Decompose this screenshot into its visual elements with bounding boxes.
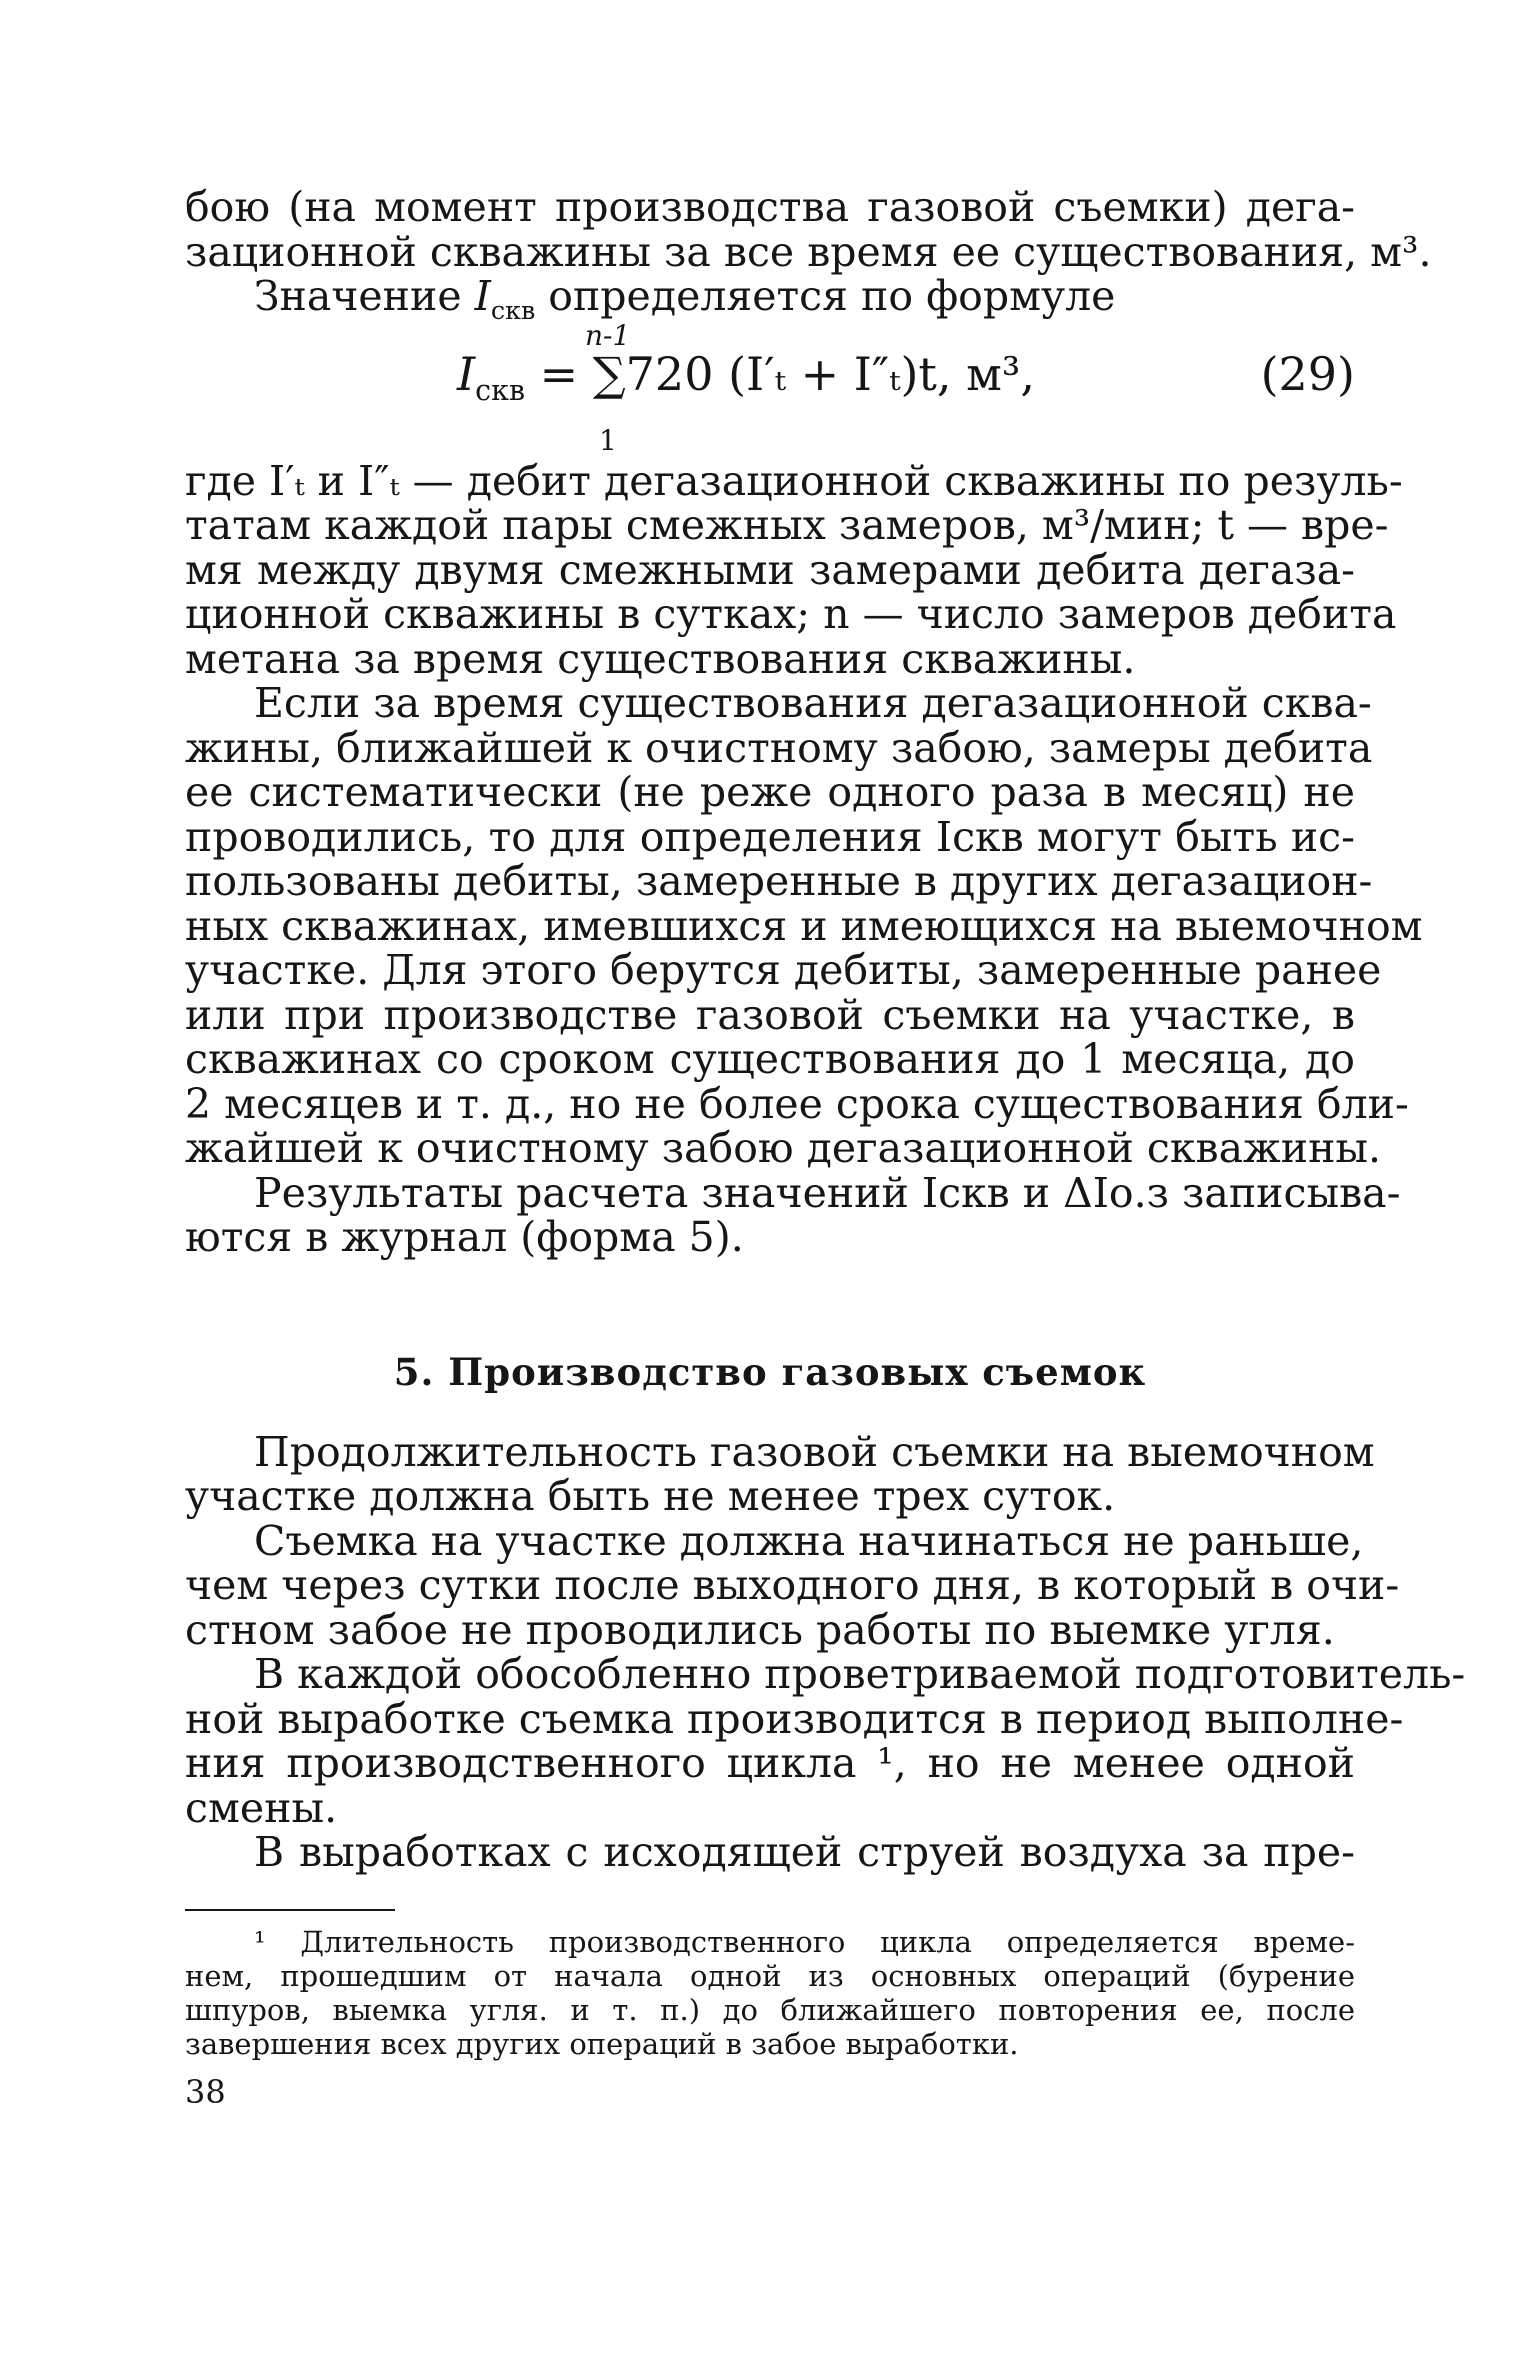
- text-line: чем через сутки после выходного дня, в который в очи-: [185, 1561, 1400, 1609]
- footnote-line: завершения всех других операций в забое выработки.: [185, 2026, 1019, 2061]
- text-line: пользованы дебиты, замеренные в других дегазацион-: [185, 857, 1373, 905]
- paragraph-definitions: [185, 456, 1403, 683]
- text-line: ных скважинах, имевшихся и имеющихся на выемочном: [185, 901, 1423, 950]
- text-line: Если за время существования дегазационной сква-: [254, 679, 1372, 727]
- text-line: или при производстве газовой съемки на участке, в: [185, 990, 1355, 1039]
- text-line: где I′ₜ и I″ₜ — дебит дегазационной скважины по резуль-: [185, 456, 1403, 505]
- paragraph-continuation: [185, 183, 1432, 276]
- sum-lower-limit: 1: [599, 423, 617, 457]
- footnote-line: шпуров, выемка угля. и т. п.) до ближайшего повторения ее, после: [185, 1992, 1355, 2027]
- text-line: В каждой обособленно проветриваемой подготовитель-: [254, 1650, 1466, 1698]
- paragraph-ventilated: [185, 1650, 1466, 1832]
- text-line: татам каждой пары смежных замеров, м³/мин; t — вре-: [185, 501, 1389, 549]
- text-line: смены.: [185, 1783, 338, 1832]
- text-line: мя между двумя смежными замерами дебита дегаза-: [185, 545, 1355, 594]
- text-line: стном забое не проводились работы по выемке угля.: [185, 1605, 1335, 1654]
- text-line: В выработках с исходящей струей воздуха за пре-: [254, 1828, 1355, 1876]
- footnote-line: ¹ Длительность производственного цикла определяется време-: [254, 1924, 1355, 1959]
- text-line: зационной скважины за все время ее существования, м³.: [185, 227, 1432, 276]
- text-line: ее систематически (не реже одного раза в месяц) не: [185, 768, 1355, 816]
- page: [185, 183, 1466, 2111]
- text-line: ния производственного цикла ¹, но не менее одной: [185, 1739, 1355, 1787]
- text-line: жайшей к очистному забою дегазационной скважины.: [185, 1124, 1382, 1172]
- footnote-divider: [185, 1909, 395, 1911]
- text-line: метана за время существования скважины.: [185, 634, 1136, 683]
- text-line: 2 месяцев и т. д., но не более срока существования бли-: [185, 1079, 1409, 1128]
- equation-number: (29): [1260, 346, 1355, 401]
- paragraph-results: [185, 1168, 1401, 1261]
- section-heading: 5. Производство газовых съемок: [393, 1349, 1147, 1394]
- text-line: проводились, то для определения Iскв могут быть ис-: [185, 812, 1355, 861]
- formula-expression: $I_{скв} = \sum 720$ (I′ₜ + I″ₜ)t, м³,: [457, 346, 1035, 407]
- text-line: скважинах со сроком существования до 1 месяца, до: [185, 1035, 1355, 1083]
- text-line: жины, ближайшей к очистному забою, замеры дебита: [185, 723, 1373, 772]
- text-line: ются в журнал (форма 5).: [185, 1213, 744, 1261]
- formula-29: [185, 319, 1355, 459]
- text-line: участке. Для этого берутся дебиты, замеренные ранее: [185, 946, 1382, 994]
- page-number: 38: [185, 2072, 226, 2111]
- text-line: Результаты расчета значений Iскв и ΔIо.з записыва-: [254, 1168, 1401, 1217]
- text-line: ционной скважины в сутках; n — число замеров дебита: [185, 590, 1397, 638]
- footnote-line: нем, прошедшим от начала одной из основных операций (бурение: [185, 1958, 1355, 1993]
- text-line: Съемка на участке должна начинаться не раньше,: [254, 1516, 1364, 1565]
- paragraph-measurements: [185, 679, 1423, 1172]
- sum-upper-limit: n-1: [585, 318, 631, 352]
- paragraph-outgoing: [185, 1830, 1355, 1875]
- text-line: ной выработке съемка производится в период выполне-: [185, 1694, 1404, 1743]
- text-line: участке должна быть не менее трех суток.: [185, 1472, 1116, 1520]
- paragraph-formula-intro: Значение $I_{скв}$ определяется по формуле: [254, 272, 1116, 326]
- text-line: Продолжительность газовой съемки на выемочном: [254, 1427, 1375, 1476]
- footnote: [185, 1925, 1355, 2061]
- paragraph-duration: [185, 1427, 1375, 1520]
- text-line: бою (на момент производства газовой съемки) дега-: [185, 183, 1355, 231]
- paragraph-start: [185, 1516, 1400, 1654]
